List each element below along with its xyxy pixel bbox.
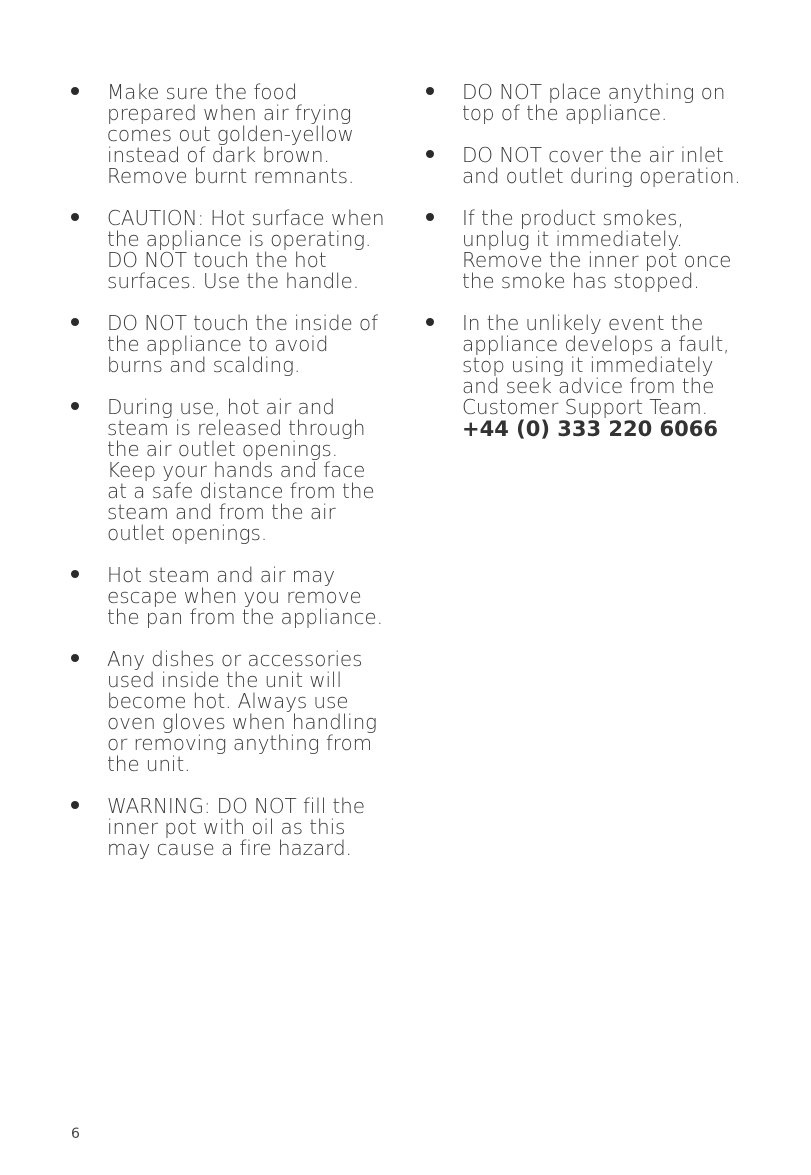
bullet-text: Any dishes or accessories used inside the unit will become hot. Always use oven gloves when handling or removing anything from the unit. <box>107 647 378 776</box>
bullet-text: Make sure the food prepared when air frying comes out golden-yellow instead of dark brown. Remove burnt remnants. <box>107 80 355 188</box>
list-item <box>68 565 388 628</box>
bullet-text: DO NOT touch the inside of the appliance to avoid burns and scalding. <box>107 311 378 377</box>
page-number: 6 <box>71 1126 80 1142</box>
bullet-icon <box>426 213 434 221</box>
bullet-icon <box>71 654 79 662</box>
bullet-text: During use, hot air and steam is released through the air outlet openings. Keep your hands and face at a safe distance from the steam and from the air outlet openings. <box>107 395 375 545</box>
list-item <box>423 82 753 124</box>
bullet-icon <box>426 87 434 95</box>
bullet-text: In the unlikely event the appliance develops a fault, stop using it immediately and seek advice from the Customer Support Team. <box>462 311 730 419</box>
bullet-text: Hot steam and air may escape when you remove the pan from the appliance. <box>107 563 383 629</box>
list-item <box>423 313 753 441</box>
bullet-icon <box>71 570 79 578</box>
list-item <box>68 796 388 859</box>
list-item <box>68 649 388 775</box>
list-item <box>68 397 388 544</box>
list-item <box>423 145 753 187</box>
left-column <box>68 82 388 880</box>
list-item <box>68 82 388 187</box>
bullet-text: CAUTION: Hot surface when the appliance is operating. DO NOT touch the hot surfaces. Use the handle. <box>107 206 385 293</box>
bullet-icon <box>71 318 79 326</box>
bullet-text: If the product smokes, unplug it immediately. Remove the inner pot once the smoke has stopped. <box>462 206 732 293</box>
bullet-text: DO NOT place anything on top of the appliance. <box>462 80 726 125</box>
bullet-icon <box>71 87 79 95</box>
bullet-icon <box>71 801 79 809</box>
list-item <box>68 208 388 292</box>
bullet-icon <box>426 150 434 158</box>
bullet-icon <box>71 213 79 221</box>
bullet-text: WARNING: DO NOT fill the inner pot with oil as this may cause a fire hazard. <box>107 794 365 860</box>
right-column <box>423 82 753 462</box>
bullet-icon <box>426 318 434 326</box>
list-item <box>423 208 753 292</box>
support-phone-number: +44 (0) 333 220 6066 <box>462 417 718 441</box>
bullet-text: DO NOT cover the air inlet and outlet during operation. <box>462 143 741 188</box>
list-item <box>68 313 388 376</box>
bullet-icon <box>71 402 79 410</box>
